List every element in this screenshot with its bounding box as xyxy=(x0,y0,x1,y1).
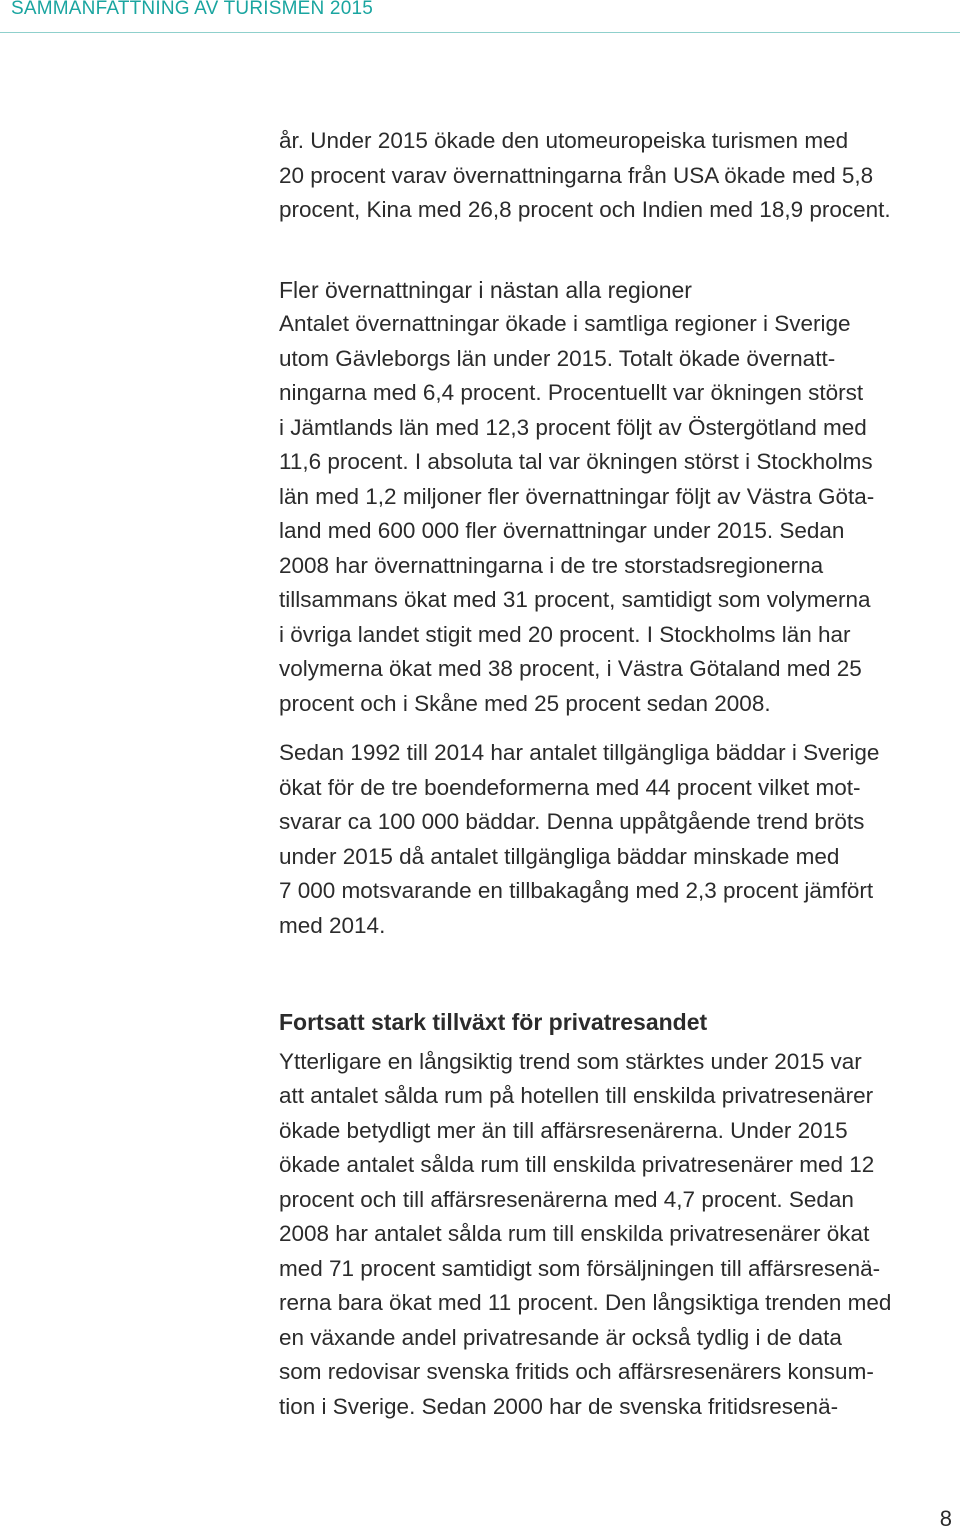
text-line: 20 procent varav övernattningarna från USA ökade med 5,8 xyxy=(279,162,874,188)
main-content xyxy=(279,124,951,1424)
text-line: som redovisar svenska fritids och affärsresenärers konsum- xyxy=(279,1359,874,1384)
text-line: i övriga landet stigit med 20 procent. I Stockholms län har xyxy=(279,621,851,647)
heading-private-travel: Fortsatt stark tillväxt för privatresandet xyxy=(279,1009,708,1035)
text-line: i Jämtlands län med 12,3 procent följt av Östergötland med xyxy=(279,414,867,440)
text-line: rerna bara ökat med 11 procent. Den långsiktiga trenden med xyxy=(279,1290,892,1315)
text-line: Ytterligare en långsiktig trend som stärktes under 2015 var xyxy=(279,1048,862,1074)
text-line: län med 1,2 miljoner fler övernattningar följt av Västra Göta- xyxy=(279,483,875,509)
text-line: tillsammans ökat med 31 procent, samtidigt som volymerna xyxy=(279,587,871,612)
text-line: procent och till affärsresenärerna med 4,7 procent. Sedan xyxy=(279,1186,854,1212)
text-line: med 71 procent samtidigt som försäljningen till affärsresenä- xyxy=(279,1255,881,1281)
running-header-title: SAMMANFATTNING AV TURISMEN 2015 xyxy=(11,0,373,19)
text-line: ökat för de tre boendeformerna med 44 procent vilket mot- xyxy=(279,774,861,800)
text-line: land med 600 000 fler övernattningar under 2015. Sedan xyxy=(279,518,845,543)
page-number: 8 xyxy=(939,1506,952,1531)
heading-regions: Fler övernattningar i nästan alla regioner xyxy=(279,276,692,303)
text-line: svarar ca 100 000 bäddar. Denna uppåtgående trend bröts xyxy=(279,809,865,834)
text-line: utom Gävleborgs län under 2015. Totalt ökade övernatt- xyxy=(279,345,836,371)
text-line: ökade betydligt mer än till affärsresenärerna. Under 2015 xyxy=(279,1117,848,1143)
text-line: att antalet sålda rum på hotellen till enskilda privatresenärer xyxy=(279,1083,874,1108)
text-line: procent, Kina med 26,8 procent och Indien med 18,9 procent. xyxy=(279,197,891,222)
text-line: procent och i Skåne med 25 procent sedan 2008. xyxy=(279,690,771,716)
text-line: ningarna med 6,4 procent. Procentuellt var ökningen störst xyxy=(279,380,864,405)
text-line: under 2015 då antalet tillgängliga bäddar minskade med xyxy=(279,843,840,869)
paragraph-regions xyxy=(279,307,951,721)
text-line: tion i Sverige. Sedan 2000 har de svenska fritidsresenä- xyxy=(279,1393,839,1419)
text-line: med 2014. xyxy=(279,912,386,938)
header-divider xyxy=(0,32,960,33)
text-line: ökade antalet sålda rum till enskilda privatresenärer med 12 xyxy=(279,1152,875,1177)
text-line: 2008 har antalet sålda rum till enskilda privatresenärer ökat xyxy=(279,1221,870,1246)
text-line: volymerna ökat med 38 procent, i Västra Götaland med 25 xyxy=(279,656,862,681)
text-line: Sedan 1992 till 2014 har antalet tillgängliga bäddar i Sverige xyxy=(279,740,880,765)
text-line: 7 000 motsvarande en tillbakagång med 2,3 procent jämfört xyxy=(279,878,874,903)
paragraph-private-travel xyxy=(279,1045,951,1425)
paragraph-beds xyxy=(279,736,951,943)
paragraph-intro xyxy=(279,124,951,228)
text-line: en växande andel privatresande är också tydlig i de data xyxy=(279,1324,842,1350)
text-line: Antalet övernattningar ökade i samtliga regioner i Sverige xyxy=(279,311,851,336)
text-line: år. Under 2015 ökade den utomeuropeiska turismen med xyxy=(279,128,849,153)
text-line: 2008 har övernattningarna i de tre storstadsregionerna xyxy=(279,552,824,578)
text-line: 11,6 procent. I absoluta tal var ökningen störst i Stockholms xyxy=(279,449,873,474)
